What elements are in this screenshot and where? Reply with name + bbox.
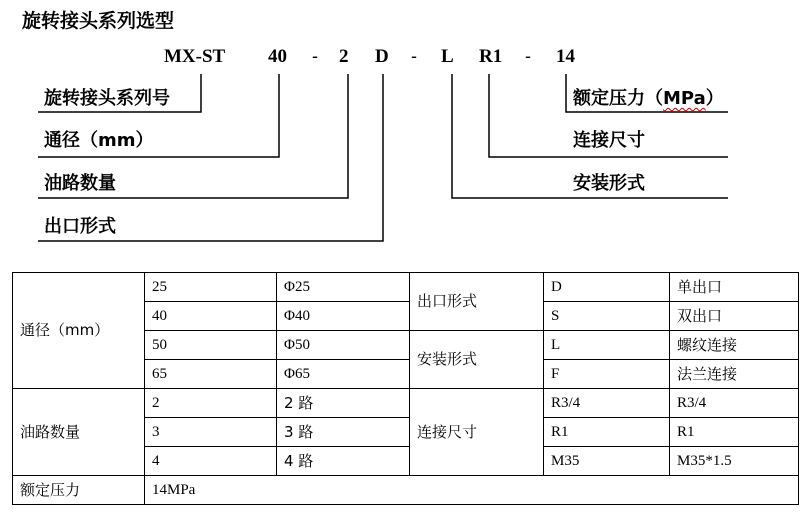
table-cell: 双出口 bbox=[670, 302, 799, 331]
label-mounting: 安装形式 bbox=[573, 173, 645, 194]
code-outlet: D bbox=[375, 46, 389, 67]
pressure-value: 14MPa bbox=[145, 476, 799, 505]
table-cell: Φ65 bbox=[277, 360, 410, 389]
bore-header: 通径（mm） bbox=[13, 273, 145, 389]
table-cell: R1 bbox=[670, 418, 799, 447]
code-dash-3: - bbox=[525, 46, 531, 66]
code-series: MX-ST bbox=[164, 46, 226, 67]
label-pressure: 额定压力（MPa） bbox=[573, 88, 724, 109]
table-cell: 40 bbox=[145, 302, 277, 331]
table-cell: 25 bbox=[145, 273, 277, 302]
table-cell: R3/4 bbox=[544, 389, 670, 418]
table-cell: D bbox=[544, 273, 670, 302]
table-cell: 3 bbox=[145, 418, 277, 447]
table-cell: L bbox=[544, 331, 670, 360]
code-bore: 40 bbox=[268, 46, 287, 67]
pressure-unit: MPa bbox=[663, 88, 706, 109]
table-cell: 4 bbox=[145, 447, 277, 476]
table-cell: 2 bbox=[145, 389, 277, 418]
code-dash-2: - bbox=[411, 46, 417, 66]
table-cell: 4 路 bbox=[277, 447, 410, 476]
table-cell: S bbox=[544, 302, 670, 331]
code-dash-1: - bbox=[312, 46, 318, 66]
code-thread: R1 bbox=[479, 46, 503, 67]
spec-table bbox=[12, 272, 799, 505]
table-cell: F bbox=[544, 360, 670, 389]
pressure-header: 额定压力 bbox=[13, 476, 145, 505]
table-row bbox=[13, 476, 799, 505]
table-cell: M35 bbox=[544, 447, 670, 476]
table-row bbox=[13, 389, 799, 418]
table-cell: 法兰连接 bbox=[670, 360, 799, 389]
label-bore: 通径（mm） bbox=[44, 130, 154, 151]
table-cell: M35*1.5 bbox=[670, 447, 799, 476]
code-oil-count: 2 bbox=[339, 46, 349, 67]
table-cell: R3/4 bbox=[670, 389, 799, 418]
label-series: 旋转接头系列号 bbox=[44, 88, 170, 109]
table-cell: 螺纹连接 bbox=[670, 331, 799, 360]
label-oil-count: 油路数量 bbox=[44, 173, 116, 194]
code-mounting: L bbox=[441, 46, 454, 67]
label-thread: 连接尺寸 bbox=[573, 130, 645, 151]
table-cell: Φ40 bbox=[277, 302, 410, 331]
table-cell: 50 bbox=[145, 331, 277, 360]
table-cell: 2 路 bbox=[277, 389, 410, 418]
table-cell: 3 路 bbox=[277, 418, 410, 447]
table-cell: 单出口 bbox=[670, 273, 799, 302]
page-title: 旋转接头系列选型 bbox=[22, 10, 175, 32]
table-row bbox=[13, 273, 799, 302]
outlet-header: 出口形式 bbox=[410, 273, 544, 331]
table-cell: 65 bbox=[145, 360, 277, 389]
table-cell: Φ50 bbox=[277, 331, 410, 360]
label-outlet: 出口形式 bbox=[44, 216, 116, 237]
oil-header: 油路数量 bbox=[13, 389, 145, 476]
code-pressure: 14 bbox=[556, 46, 575, 67]
thread-header: 连接尺寸 bbox=[410, 389, 544, 476]
table-cell: R1 bbox=[544, 418, 670, 447]
table-cell: Φ25 bbox=[277, 273, 410, 302]
mounting-header: 安装形式 bbox=[410, 331, 544, 389]
